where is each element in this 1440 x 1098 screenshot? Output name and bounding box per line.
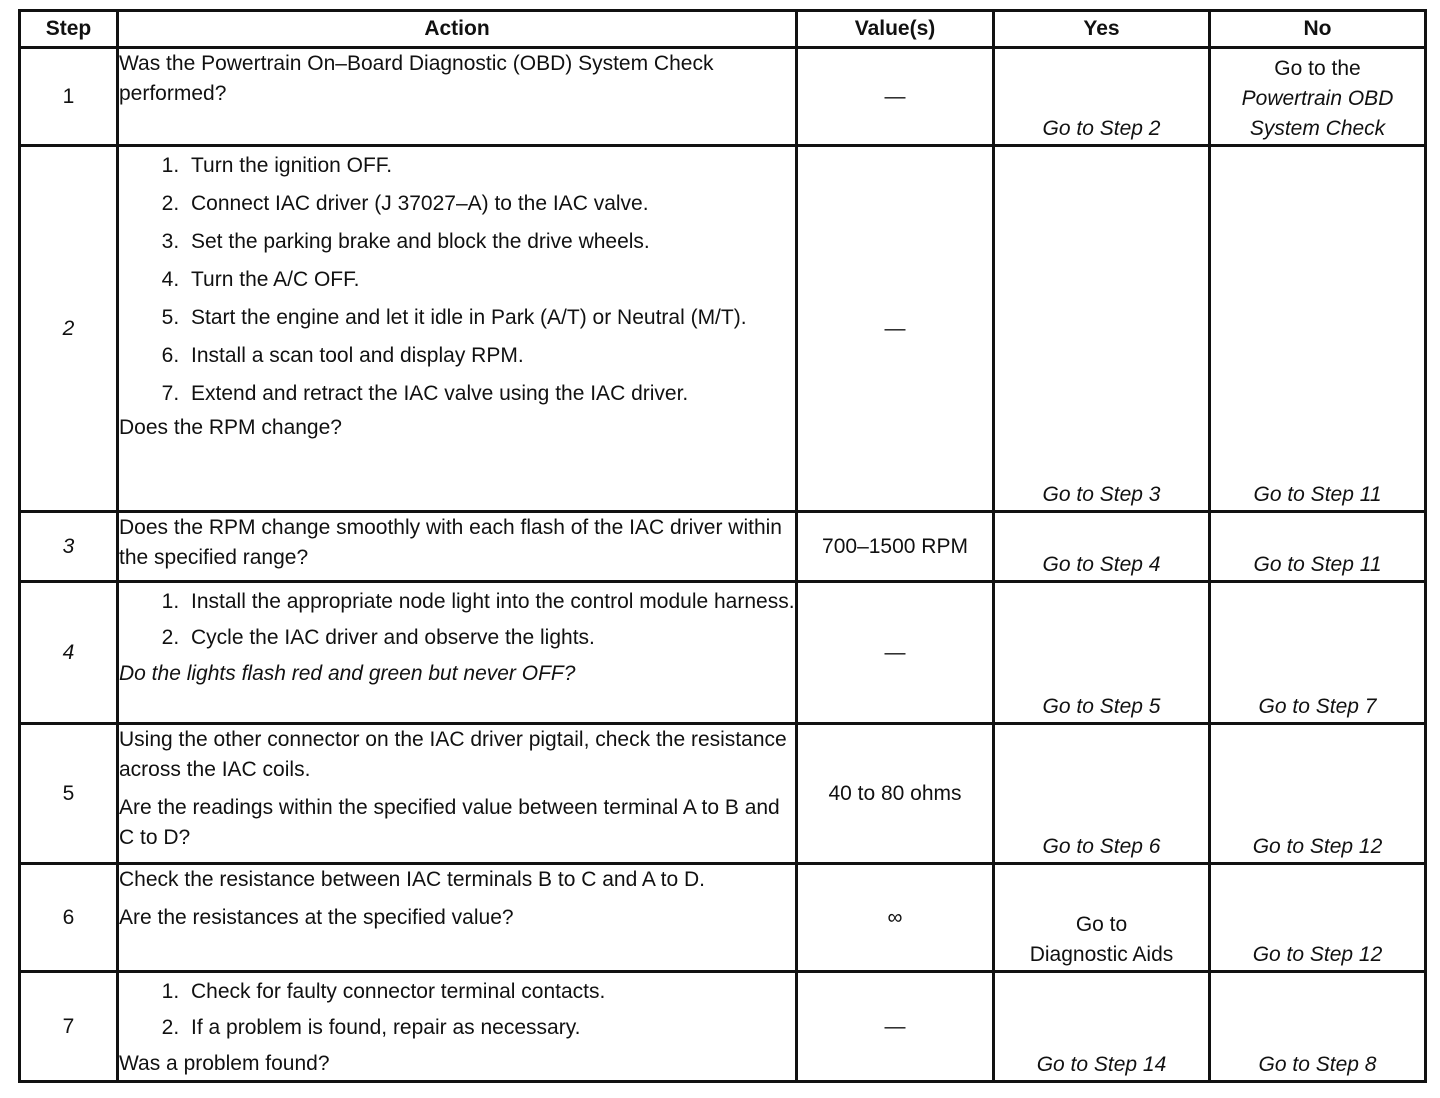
action-step-item: 2. Connect IAC driver (J 37027–A) to the IAC valve. [185, 189, 795, 219]
action-instruction: Check the resistance between IAC terminals B to C and A to D. [119, 868, 705, 891]
action-cell [118, 972, 797, 1082]
table-row-step-1 [20, 48, 1426, 146]
action-step-item: 5. Start the engine and let it idle in Park (A/T) or Neutral (M/T). [185, 303, 795, 333]
action-cell [118, 48, 797, 146]
header-values: Value(s) [797, 11, 994, 48]
action-cell [118, 864, 797, 972]
no-cell[interactable]: Go to Step 11 [1210, 146, 1426, 512]
header-no: No [1210, 11, 1426, 48]
no-cell[interactable]: Go to Step 8 [1210, 972, 1426, 1082]
action-question: Does the RPM change smoothly with each flash of the IAC driver within the specified range? [119, 516, 782, 569]
value-cell: ∞ [797, 864, 994, 972]
no-cell[interactable]: Go to Step 7 [1210, 582, 1426, 724]
yes-cell[interactable]: Go to Step 4 [994, 512, 1210, 582]
action-question: Was a problem found? [119, 1052, 330, 1075]
table-row-step-4 [20, 582, 1426, 724]
yes-cell[interactable] [994, 864, 1210, 972]
header-action: Action [118, 11, 797, 48]
action-step-item: 1. Install the appropriate node light into the control module harness. [185, 587, 795, 617]
step-number: 1 [20, 48, 118, 146]
action-steps-list [119, 977, 795, 1043]
action-step-item: 1. Check for faulty connector terminal contacts. [185, 977, 795, 1007]
action-step-item: 6. Install a scan tool and display RPM. [185, 341, 795, 371]
yes-line-2: Diagnostic Aids [1029, 943, 1174, 966]
header-step: Step [20, 11, 118, 48]
action-question: Was the Powertrain On–Board Diagnostic (OBD) System Check performed? [119, 52, 714, 105]
yes-line-1: Go to [1075, 913, 1128, 936]
action-step-item: 2. If a problem is found, repair as necessary. [185, 1013, 795, 1043]
value-cell: — [797, 48, 994, 146]
action-steps-list [119, 151, 795, 409]
header-row [20, 11, 1426, 48]
step-number: 6 [20, 864, 118, 972]
action-step-item: 7. Extend and retract the IAC valve using the IAC driver. [185, 379, 795, 409]
table-row-step-5 [20, 724, 1426, 864]
value-cell: 40 to 80 ohms [797, 724, 994, 864]
action-step-item: 1. Turn the ignition OFF. [185, 151, 795, 181]
action-question: Are the resistances at the specified value? [119, 906, 514, 929]
action-step-item: 3. Set the parking brake and block the drive wheels. [185, 227, 795, 257]
yes-cell[interactable]: Go to Step 14 [994, 972, 1210, 1082]
step-number: 7 [20, 972, 118, 1082]
action-cell [118, 582, 797, 724]
value-cell: — [797, 146, 994, 512]
table-row-step-2 [20, 146, 1426, 512]
no-cell[interactable] [1210, 48, 1426, 146]
step-number: 2 [20, 146, 118, 512]
action-question: Does the RPM change? [119, 416, 342, 439]
action-question: Do the lights flash red and green but never OFF? [119, 662, 576, 685]
action-cell [118, 724, 797, 864]
diagnostic-table [18, 9, 1427, 1083]
action-cell [118, 512, 797, 582]
value-cell: — [797, 582, 994, 724]
header-yes: Yes [994, 11, 1210, 48]
step-number: 3 [20, 512, 118, 582]
action-instruction: Using the other connector on the IAC driver pigtail, check the resistance across the IAC coils. [119, 728, 787, 781]
no-line-1: Go to the [1274, 57, 1361, 80]
no-cell[interactable]: Go to Step 12 [1210, 864, 1426, 972]
no-line-2: Powertrain OBD [1241, 87, 1394, 110]
table-row-step-6 [20, 864, 1426, 972]
action-question: Are the readings within the specified value between terminal A to B and C to D? [119, 796, 780, 849]
table-row-step-7 [20, 972, 1426, 1082]
table-row-step-3 [20, 512, 1426, 582]
action-step-item: 4. Turn the A/C OFF. [185, 265, 795, 295]
action-steps-list [119, 587, 795, 653]
yes-cell[interactable]: Go to Step 5 [994, 582, 1210, 724]
yes-cell[interactable]: Go to Step 2 [994, 48, 1210, 146]
action-cell [118, 146, 797, 512]
action-step-item: 2. Cycle the IAC driver and observe the lights. [185, 623, 795, 653]
no-cell[interactable]: Go to Step 11 [1210, 512, 1426, 582]
step-number: 5 [20, 724, 118, 864]
value-cell: — [797, 972, 994, 1082]
yes-cell[interactable]: Go to Step 3 [994, 146, 1210, 512]
step-number: 4 [20, 582, 118, 724]
no-line-3: System Check [1249, 117, 1386, 140]
value-cell: 700–1500 RPM [797, 512, 994, 582]
no-cell[interactable]: Go to Step 12 [1210, 724, 1426, 864]
yes-cell[interactable]: Go to Step 6 [994, 724, 1210, 864]
